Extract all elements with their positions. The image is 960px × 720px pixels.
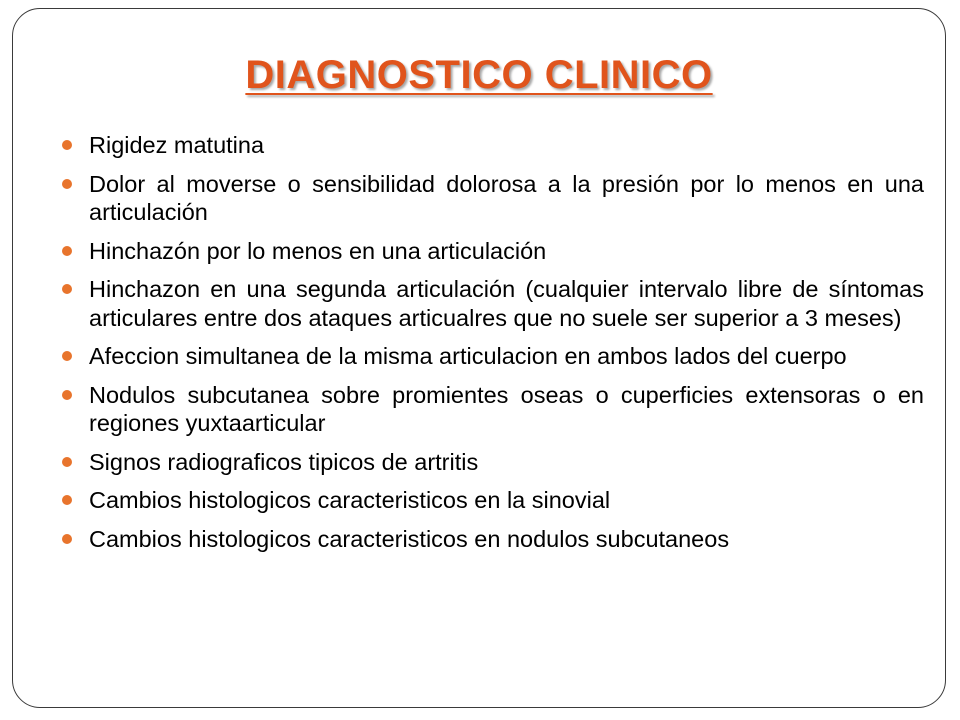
bullet-dot-icon — [62, 495, 72, 505]
bullet-dot-icon — [62, 140, 72, 150]
slide-frame — [12, 8, 946, 708]
bullet-dot-icon — [62, 457, 72, 467]
bullet-text: Signos radiograficos tipicos de artritis — [89, 448, 479, 475]
slide-title: DIAGNOSTICO CLINICO — [245, 53, 713, 97]
bullet-text: Nodulos subcutanea sobre promientes oseas o cuperficies extensoras o en regiones yuxtaarticular — [89, 381, 924, 436]
bullet-item — [62, 237, 924, 266]
bullet-text: Hinchazon en una segunda articulación (cualquier intervalo libre de síntomas articulares entre dos ataques articualres que no suele ser superior a 3 meses) — [89, 276, 924, 331]
bullet-text: Rigidez matutina — [89, 132, 265, 158]
bullet-item — [62, 448, 924, 477]
bullet-item — [62, 131, 924, 160]
bullet-dot-icon — [62, 179, 72, 189]
bullet-item — [62, 525, 924, 554]
bullet-dot-icon — [62, 534, 72, 544]
bullet-dot-icon — [62, 351, 72, 361]
bullet-text: Dolor al moverse o sensibilidad dolorosa a la presión por lo menos en una articulación — [89, 170, 924, 225]
bullet-list — [62, 131, 924, 563]
bullet-item — [62, 170, 924, 227]
bullet-item — [62, 275, 924, 332]
bullet-text: Hinchazón por lo menos en una articulación — [89, 237, 547, 264]
bullet-text: Cambios histologicos caracteristicos en la sinovial — [89, 487, 611, 513]
bullet-dot-icon — [62, 284, 72, 294]
bullet-text: Cambios histologicos caracteristicos en nodulos subcutaneos — [89, 525, 730, 552]
bullet-text: Afeccion simultanea de la misma articulacion en ambos lados del cuerpo — [89, 343, 847, 369]
bullet-item — [62, 381, 924, 438]
bullet-item — [62, 342, 924, 371]
bullet-dot-icon — [62, 390, 72, 400]
bullet-dot-icon — [62, 246, 72, 256]
bullet-item — [62, 486, 924, 515]
